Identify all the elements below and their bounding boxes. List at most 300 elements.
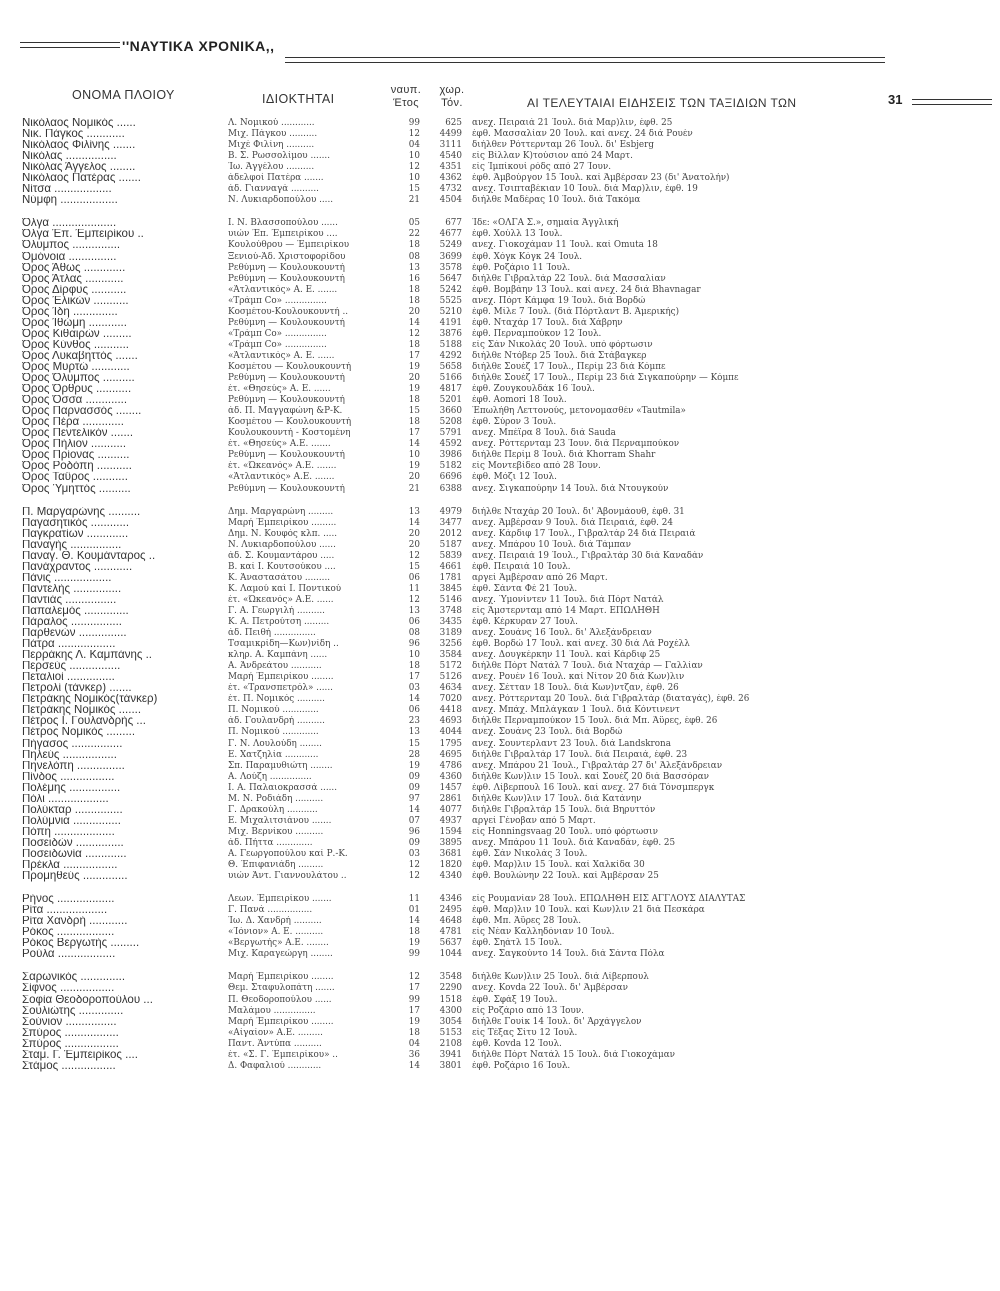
tonnage: 5210 <box>439 306 462 317</box>
build-year: 12 <box>408 972 420 983</box>
tonnage: 3845 <box>439 583 462 594</box>
tonnage: 4340 <box>439 871 462 882</box>
build-year: 12 <box>408 860 420 871</box>
voyage-news: έφθ. Άμβούργον 15 Ίουλ. καί Άμβέρσαν 23 (δι' Άνατολήν) <box>472 173 730 184</box>
ship-name: Όρος Έλικών ........... <box>22 295 129 307</box>
ship-name: Νικόλαος Πατέρας ....... <box>22 173 141 185</box>
build-year: 17 <box>408 672 420 683</box>
build-year: 20 <box>408 373 420 384</box>
tonnage: 5839 <box>439 550 462 561</box>
ship-name: Ρίτα Χανδρή ............ <box>22 916 128 928</box>
table-row <box>0 507 1000 518</box>
ship-name: Πηνελόπη ............... <box>22 760 125 772</box>
ship-group <box>0 507 1000 883</box>
ship-name: Νικ. Πάγκος ............ <box>22 129 125 141</box>
tonnage: 3435 <box>439 617 462 628</box>
table-row <box>0 860 1000 871</box>
voyage-news: έφθ. Περναμπούκον 12 Ίουλ. <box>472 328 602 339</box>
table-row <box>0 1050 1000 1061</box>
build-year: 09 <box>408 837 420 848</box>
table-row <box>0 240 1000 251</box>
tonnage: 4360 <box>439 771 462 782</box>
tonnage: 3189 <box>439 628 462 639</box>
ship-name: Όμόνοια ............... <box>22 251 117 263</box>
owner-name: Ε. Μιχαλιτσιάνου ....... <box>228 815 332 826</box>
ship-group <box>0 118 1000 206</box>
build-year: 14 <box>408 804 420 815</box>
voyage-news: διήλθε Γιβραλτάρ 22 Ίουλ. διά Μασσαλίαν <box>472 273 666 284</box>
build-year: 08 <box>408 251 420 262</box>
voyage-news: έφθ. Μασσαλίαν 20 Ίουλ. καί ανεχ. 24 διά Ρουέν <box>472 129 693 140</box>
owner-name: «Ίόνιον» Α. Ε. .......... <box>228 927 324 938</box>
voyage-news: διήλθε Γιβραλτάρ 15 Ίουλ. διά Βηρυττόν <box>472 804 656 815</box>
table-row <box>0 129 1000 140</box>
table-row <box>0 983 1000 994</box>
owner-name: άδ. Π. Μαγγαφώνη &Ρ-Κ. <box>228 406 343 417</box>
voyage-news: είς Σάν Νικολάς 20 Ίουλ. υπό φόρτωσιν <box>472 339 653 350</box>
table-row <box>0 450 1000 461</box>
build-year: 17 <box>408 1005 420 1016</box>
voyage-news: ανεχ. Kovda 22 Ίουλ. δι' Άμβέρσαν <box>472 983 628 994</box>
table-row <box>0 263 1000 274</box>
column-header-news: ΑΙ ΤΕΛΕΥΤΑΙΑΙ ΕΙΔΗΣΕΙΣ ΤΩΝ ΤΑΞΙΔΙΩΝ ΤΩΝ <box>527 96 797 110</box>
ship-name: Προμηθεύς .............. <box>22 871 128 883</box>
owner-name: έτ. «Τρανσπετρόλ» ...... <box>228 683 333 694</box>
owner-name: Ξενιού-Άδ. Χριστοφορίδου <box>228 251 346 262</box>
build-year: 19 <box>408 1016 420 1027</box>
build-year: 28 <box>408 749 420 760</box>
owner-name: Β. καί Ι. Κουτσούκου .... <box>228 561 336 572</box>
owner-name: Μιχ. Βερνίκου .......... <box>228 826 324 837</box>
tonnage: 3477 <box>439 517 462 528</box>
ship-name: Παγασητικός ............ <box>22 517 130 529</box>
table-row <box>0 694 1000 705</box>
ship-name: Παντιάς ................ <box>22 594 117 606</box>
build-year: 09 <box>408 771 420 782</box>
build-year: 18 <box>408 661 420 672</box>
table-row <box>0 439 1000 450</box>
owner-name: «Βεργωτής» Α.Ε. ........ <box>228 938 329 949</box>
ship-name: Όλγα Έπ. Έμπειρίκου .. <box>22 229 144 241</box>
table-row <box>0 428 1000 439</box>
ship-name: Ρίτα ................... <box>22 905 108 917</box>
build-year: 13 <box>408 727 420 738</box>
table-row <box>0 229 1000 240</box>
voyage-news: διήλθε Ντόβερ 25 Ίουλ. διά Στάβαγκερ <box>472 350 647 361</box>
owner-name: άδ. Σ. Κουμαντάρου ..... <box>228 550 335 561</box>
table-row <box>0 1017 1000 1028</box>
column-header-year-line2: Έτος <box>393 97 419 109</box>
build-year: 14 <box>408 694 420 705</box>
build-year: 10 <box>408 450 420 461</box>
table-row <box>0 551 1000 562</box>
build-year: 14 <box>408 517 420 528</box>
owner-name: έτ. «Ώκεανός» Α.Ε. ....... <box>228 461 337 472</box>
ship-name: Πετράκης Νομικός(τάνκερ) <box>22 694 158 706</box>
build-year: 06 <box>408 617 420 628</box>
build-year: 03 <box>408 683 420 694</box>
ship-group <box>0 894 1000 960</box>
owner-name: άδ. Πήττα ............. <box>228 837 313 848</box>
ship-name: Όρος Ύμηττός .......... <box>22 483 131 495</box>
build-year: 18 <box>408 295 420 306</box>
voyage-news: έφθ. Kovda 12 Ίουλ. <box>472 1038 562 1049</box>
tonnage: 3054 <box>439 1016 462 1027</box>
owner-name: «Τράμπ Co» ............... <box>228 295 327 306</box>
voyage-news: ανεχ. Μπάρου 11 Ίουλ. διά Καναδάν, έφθ. 25 <box>472 837 676 848</box>
ship-name: Ρόκος .................. <box>22 927 115 939</box>
tonnage: 1457 <box>439 782 462 793</box>
table-row <box>0 705 1000 716</box>
voyage-news: ανεχ. Ρουέν 16 Ίουλ. καί Νίτον 20 διά Κων)λιν <box>472 672 685 683</box>
build-year: 10 <box>408 173 420 184</box>
owner-name: Ν. Λυκιαρδοπούλου ...... <box>228 539 336 550</box>
owner-name: Δημ. Ν. Κουφός κλπ. ..... <box>228 528 338 539</box>
build-year: 14 <box>408 317 420 328</box>
tonnage: 5637 <box>439 938 462 949</box>
build-year: 20 <box>408 539 420 550</box>
table-row <box>0 218 1000 229</box>
build-year: 18 <box>408 1027 420 1038</box>
table-row <box>0 362 1000 373</box>
tonnage: 5242 <box>439 284 462 295</box>
table-row <box>0 871 1000 882</box>
owner-name: Π. Θεοδοροπούλου ...... <box>228 994 332 1005</box>
ship-name: Πέτρος Ι. Γουλανδρής ... <box>22 716 146 728</box>
table-row <box>0 140 1000 151</box>
voyage-news: ανεχ. Άμβέρσαν 9 Ίουλ. διά Πειραιά, έφθ. 24 <box>472 517 673 528</box>
table-row <box>0 484 1000 495</box>
ship-name: Ρόκος Βεργωτής ......... <box>22 938 140 950</box>
table-row <box>0 573 1000 584</box>
build-year: 18 <box>408 284 420 295</box>
owner-name: κληρ. Α. Καμπάνη ...... <box>228 650 328 661</box>
tonnage: 6388 <box>439 483 462 494</box>
ship-name: Όρος Ταΰρος ........... <box>22 472 128 484</box>
tonnage: 3748 <box>439 605 462 616</box>
voyage-news: έφθ. Νταχάρ 17 Ίουλ. διά Χάβρην <box>472 317 623 328</box>
ship-name: Πανάχραντος ............ <box>22 561 133 573</box>
header-rule-right <box>912 99 992 105</box>
owner-name: Δημ. Μαργαρώνη ......... <box>228 506 334 517</box>
tonnage: 5647 <box>439 273 462 284</box>
tonnage: 5146 <box>439 594 462 605</box>
tonnage: 4661 <box>439 561 462 572</box>
build-year: 18 <box>408 417 420 428</box>
ship-name: Νικόλαος Νομικός ...... <box>22 118 136 129</box>
owner-name: Μαρή Έμπειρίκου ........ <box>228 1016 334 1027</box>
owner-name: «Άτλαντικός» Α.Ε. ....... <box>228 472 335 483</box>
build-year: 18 <box>408 927 420 938</box>
table-row <box>0 329 1000 340</box>
table-row <box>0 296 1000 307</box>
ship-name: Όρος Δίρφυς ........... <box>22 284 127 296</box>
owner-name: Ρεθύμνη — Κουλουκουντή <box>228 262 345 273</box>
voyage-news: ανεχ. Σουάνς 23 Ίουλ. διά Βορδώ <box>472 727 623 738</box>
build-year: 18 <box>408 240 420 251</box>
ship-register-table <box>0 118 1000 1084</box>
build-year: 12 <box>408 871 420 882</box>
voyage-news: έφθ. Μαρ)λιν 10 Ίουλ. καί Κων)λιν 21 διά Πεσκάρα <box>472 905 705 916</box>
voyage-news: ανεχ. Μπάρου 10 Ίουλ. διά Τάμπαν <box>472 539 631 550</box>
voyage-news: ανεχ. Ρόττερνταμ 20 Ίουλ. διά Γιβραλτάρ (διαταγάς), έφθ. 26 <box>472 694 750 705</box>
tonnage: 2290 <box>439 983 462 994</box>
tonnage: 5249 <box>439 240 462 251</box>
table-row <box>0 518 1000 529</box>
tonnage: 1820 <box>439 860 462 871</box>
tonnage: 4979 <box>439 506 462 517</box>
table-row <box>0 661 1000 672</box>
ship-name: Όλυμπος ............... <box>22 240 121 252</box>
voyage-news: έφθ. Μόζι 12 Ίουλ. <box>472 472 557 483</box>
ship-name: Όρος Όλυμπος .......... <box>22 373 135 385</box>
tonnage: 3681 <box>439 849 462 859</box>
ship-name: Πετρολί (τάνκερ) ....... <box>22 683 132 695</box>
owner-name: «Τράμπ Co» ............... <box>228 328 327 339</box>
tonnage: 3699 <box>439 251 462 262</box>
owner-name: Θ. Έπιφανιάδη ......... <box>228 860 324 871</box>
table-row <box>0 395 1000 406</box>
table-row <box>0 173 1000 184</box>
voyage-news: έφθ. Χόγκ Κόγκ 24 Ίουλ. <box>472 251 583 262</box>
build-year: 09 <box>408 782 420 793</box>
ship-name: Σίφνος ................. <box>22 983 115 995</box>
build-year: 20 <box>408 528 420 539</box>
tonnage: 3256 <box>439 639 462 650</box>
owner-name: Ε. Χατζηλία ............ <box>228 749 319 760</box>
ship-name: Νικόλας Άγγελος ........ <box>22 162 136 174</box>
table-row <box>0 562 1000 573</box>
ship-name: Περσεύς ................ <box>22 661 121 673</box>
table-row <box>0 905 1000 916</box>
ship-name: Παντελής ............... <box>22 583 122 595</box>
build-year: 19 <box>408 938 420 949</box>
voyage-news: ανεχ. Σιγκαπούρην 14 Ίουλ. διά Ντουγκούν <box>472 483 669 494</box>
voyage-news: έφθ. Σφάξ 19 Ίουλ. <box>472 994 558 1005</box>
build-year: 15 <box>408 561 420 572</box>
ship-name: Παγκρατίων ............. <box>22 528 129 540</box>
table-row <box>0 816 1000 827</box>
voyage-news: έφθ. Σύρον 3 Ίουλ. <box>472 417 557 428</box>
owner-name: Α. Γεωργοπούλου καί Ρ.-Κ. <box>228 849 348 859</box>
build-year: 36 <box>408 1049 420 1060</box>
ship-name: Πάτρα .................. <box>22 639 116 651</box>
owner-name: «Τράμπ Co» ............... <box>228 339 327 350</box>
voyage-news: είς Τέξας Σίτυ 12 Ίουλ. <box>472 1027 578 1038</box>
tonnage: 1518 <box>439 994 462 1005</box>
ship-name: Περράκης Λ. Καμπάνης .. <box>22 650 152 662</box>
owner-name: Π. Νομικού ............. <box>228 705 319 716</box>
ship-name: Πέτρος Νομικός ......... <box>22 727 136 739</box>
owner-name: Α. Άνδρεάτου ........... <box>228 661 322 672</box>
voyage-news: έφθ. Μίλε 7 Ίουλ. (διά Πόρτλαντ Β. Άμερικής) <box>472 306 680 317</box>
owner-name: Μαρή Έμπειρίκου ........ <box>228 972 334 983</box>
column-header-owners: ΙΔΙΟΚΤΗΤΑΙ <box>262 92 335 106</box>
voyage-news: είς Νέαν Καλληδόνιαν 10 Ίουλ. <box>472 927 615 938</box>
table-row <box>0 794 1000 805</box>
voyage-news: διήλθε Κων)λιν 15 Ίουλ. καί Σουέζ 20 διά Βασσόραν <box>472 771 709 782</box>
tonnage: 4077 <box>439 804 462 815</box>
tonnage: 3801 <box>439 1060 462 1071</box>
table-row <box>0 1006 1000 1017</box>
build-year: 03 <box>408 849 420 859</box>
ship-name: Όλγα .................... <box>22 218 117 230</box>
table-row <box>0 805 1000 816</box>
voyage-news: έφθ. Μπ. Άϋρες 28 Ίουλ. <box>472 916 582 927</box>
voyage-news: ανεχ. Ρόττερνταμ 23 Ίουν. διά Περναμπούκον <box>472 439 680 450</box>
ship-name: Όρος Ροδόπη ........... <box>22 461 132 473</box>
build-year: 96 <box>408 639 420 650</box>
owner-name: «Άτλαντικός» Α. Ε. ...... <box>228 350 335 361</box>
build-year: 99 <box>408 949 420 960</box>
build-year: 01 <box>408 905 420 916</box>
ship-name: Πολέμης ................ <box>22 782 121 794</box>
tonnage: 4592 <box>439 439 462 450</box>
tonnage: 4781 <box>439 927 462 938</box>
tonnage: 3660 <box>439 406 462 417</box>
ship-name: Όρος Ίδη .............. <box>22 306 118 318</box>
build-year: 05 <box>408 218 420 229</box>
build-year: 14 <box>408 439 420 450</box>
ship-name: Σουλιώτης .............. <box>22 1005 124 1017</box>
owner-name: Παντ. Άντύπα .......... <box>228 1038 322 1049</box>
ship-name: Παναγής ................ <box>22 539 122 551</box>
table-row <box>0 972 1000 983</box>
ship-name: Πολύμνια ............... <box>22 815 121 827</box>
voyage-news: έφθ. Σάντα Φέ 21 Ίουλ. <box>472 583 578 594</box>
ship-name: Νικόλαος Φιλίνης ....... <box>22 140 136 152</box>
column-header-year-line1: ναυπ. <box>390 84 422 96</box>
owner-name: έτ. «Σ. Γ. Έμπειρίκου» .. <box>228 1049 338 1060</box>
header-rule-left <box>20 42 120 48</box>
table-row <box>0 595 1000 606</box>
voyage-news: ανεχ. Ύμονίντεν 11 Ίουλ. διά Πόρτ Νατάλ <box>472 594 664 605</box>
ship-name: Σούνιον ................ <box>22 1016 117 1028</box>
build-year: 12 <box>408 162 420 173</box>
build-year: 18 <box>408 339 420 350</box>
tonnage: 4362 <box>439 173 462 184</box>
ship-name: Όρος Άτλας ............ <box>22 273 124 285</box>
tonnage: 1044 <box>439 949 462 960</box>
voyage-news: ανεχ. Πειραιά 21 Ίουλ. διά Μαρ)λιν, έφθ. 25 <box>472 118 673 128</box>
voyage-news: έφθ. Χούλλ 13 Ίουλ. <box>472 229 563 240</box>
ship-name: Πάραλος ................ <box>22 617 122 629</box>
tonnage: 4540 <box>439 151 462 162</box>
build-year: 23 <box>408 716 420 727</box>
tonnage: 1795 <box>439 738 462 749</box>
column-header-tons-line2: Τόν. <box>441 97 463 109</box>
tonnage: 2495 <box>439 905 462 916</box>
tonnage: 3111 <box>439 140 462 151</box>
voyage-news: διήλθε Σουέζ 17 Ίουλ., Περίμ 23 διά Κόμπε <box>472 361 666 372</box>
tonnage: 3578 <box>439 262 462 273</box>
build-year: 22 <box>408 229 420 240</box>
ship-name: Σταμ. Γ. Έμπειρίκος .... <box>22 1049 138 1061</box>
owner-name: Μ. Ν. Ροδιάδη .......... <box>228 793 324 804</box>
owner-name: Κουλούθρου — Έμπειρίκου <box>228 240 350 251</box>
tonnage: 3876 <box>439 328 462 339</box>
owner-name: Γ. Δρακούλη ........... <box>228 804 318 815</box>
tonnage: 5182 <box>439 461 462 472</box>
table-row <box>0 307 1000 318</box>
owner-name: Κ. Α. Πετρούτση ......... <box>228 617 330 628</box>
voyage-news: ανεχ. Μπέϊρα 8 Ίουλ. διά Sauda <box>472 428 616 439</box>
build-year: 20 <box>408 306 420 317</box>
ship-name: Πήγασος ................ <box>22 738 123 750</box>
table-row <box>0 650 1000 661</box>
tonnage: 4648 <box>439 916 462 927</box>
owner-name: Ίω. Δ. Χανδρή .......... <box>228 916 322 927</box>
voyage-news: Ίδε: «ΟΛΓΑ Σ.», σημαία Άγγλική <box>472 218 619 229</box>
ship-name: Όρος Ίθώμη ............ <box>22 317 127 329</box>
build-year: 17 <box>408 983 420 994</box>
build-year: 12 <box>408 328 420 339</box>
build-year: 19 <box>408 461 420 472</box>
table-row <box>0 838 1000 849</box>
ship-name: Πεταλιοί ............... <box>22 672 115 684</box>
voyage-news: έφθ. Σηάτλ 15 Ίουλ. <box>472 938 563 949</box>
tonnage: 5153 <box>439 1027 462 1038</box>
owner-name: «Αίγαίον» Α.Ε. ......... <box>228 1027 323 1038</box>
column-header-year <box>384 84 428 110</box>
owner-name: άδ. Γουλανδρή .......... <box>228 716 325 727</box>
owner-name: υιών Έπ. Έμπειρίκου .... <box>228 229 338 240</box>
build-year: 15 <box>408 184 420 195</box>
owner-name: Δ. Φαφαλιού ............ <box>228 1060 322 1071</box>
ship-name: Παπαλεμός .............. <box>22 605 129 617</box>
tonnage: 5172 <box>439 661 462 672</box>
owner-name: Μιχ. Καραγεώργη ........ <box>228 949 333 960</box>
owner-name: Θεμ. Σταφυλοπάτη ....... <box>228 983 335 994</box>
table-row <box>0 417 1000 428</box>
voyage-news: έφθ. Βομβάην 13 Ίουλ. καί ανεχ. 24 διά Bhavnagar <box>472 284 701 295</box>
table-row <box>0 606 1000 617</box>
table-row <box>0 184 1000 195</box>
build-year: 14 <box>408 916 420 927</box>
build-year: 21 <box>408 483 420 494</box>
tonnage: 4499 <box>439 129 462 140</box>
owner-name: άδελφοί Πατέρα ....... <box>228 173 324 184</box>
owner-name: έτ. «Ώκεανός» Α.Ε. ...... <box>228 594 334 605</box>
owner-name: Κοσμέτου — Κουλουκουντή <box>228 417 352 428</box>
ship-name: Παρθενών ............... <box>22 628 127 640</box>
tonnage: 1594 <box>439 826 462 837</box>
tonnage: 2012 <box>439 528 462 539</box>
voyage-news: ανεχ. Σουάνς 16 Ίουλ. δι' Άλεξάνδρειαν <box>472 628 652 639</box>
ship-name: Πολύκταρ ............... <box>22 804 123 816</box>
owner-name: έτ. «Θησεύς» Α.Ε. ....... <box>228 439 331 450</box>
table-row <box>0 1028 1000 1039</box>
voyage-news: έφθ. Βουλώνην 22 Ίουλ. καί Άμβέρσαν 25 <box>472 871 659 882</box>
table-row <box>0 1039 1000 1050</box>
table-row <box>0 252 1000 263</box>
ship-name: Σαρωνικός .............. <box>22 972 126 984</box>
voyage-news: έφθ. Aomori 18 Ίουλ. <box>472 395 567 406</box>
table-row <box>0 151 1000 162</box>
table-row <box>0 340 1000 351</box>
build-year: 15 <box>408 406 420 417</box>
tonnage: 5791 <box>439 428 462 439</box>
voyage-news: ανεχ. Γιοκοχάμαν 11 Ίουλ. καί Omuta 18 <box>472 240 658 251</box>
owner-name: Β. Σ. Ρωσσολίμου ....... <box>228 151 331 162</box>
voyage-news: ανεχ. Σουντερλαντ 23 Ίουλ. διά Landskrona <box>472 738 671 749</box>
tonnage: 3584 <box>439 650 462 661</box>
owner-name: Ρεθύμνη — Κουλουκουντή <box>228 373 345 384</box>
build-year: 08 <box>408 628 420 639</box>
table-row <box>0 118 1000 129</box>
tonnage: 4351 <box>439 162 462 173</box>
owner-name: άδ. Πειθή ............... <box>228 628 316 639</box>
